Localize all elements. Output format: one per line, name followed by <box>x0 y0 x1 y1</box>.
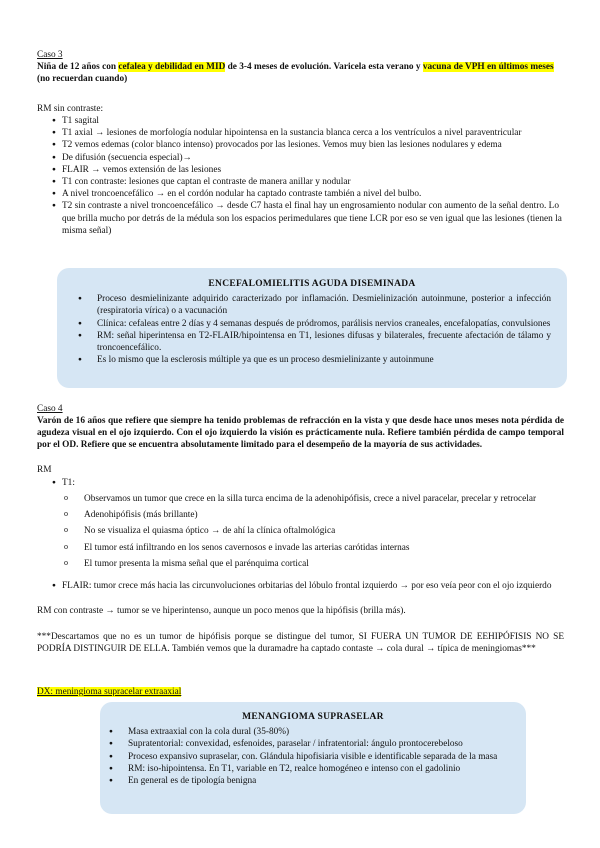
box1-title: ENCEFALOMIELITIS AGUDA DISEMINADA <box>208 279 416 289</box>
case4-t1-bullet <box>52 477 75 489</box>
list-item: ● Proceso desmielinizante adquirido caracterizado por inflamación. Desmielinización autoinmune, posterior a infección (respiratoria vírica) o a vacunación <box>75 293 551 317</box>
case4-note: ***Descartamos que no es un tumor de hipófisis porque se distingue del tumor, SI FUERA UN TUMOR DE EEHIPÓFISIS NO SE PODRÍA DISTINGUIR DE ELLA. También vemos que la duramadre ha captado contaste → cola dural → típica de meningiomas*** <box>37 632 564 655</box>
t1-label: ● T1: <box>52 477 75 489</box>
case4-title: Caso 4 <box>37 404 63 414</box>
list-item: ● T2 sin contraste a nivel troncoencefálico → desde C7 hasta el final hay un engrosamiento nodular con aumento de la señal dentro. Lo que brilla mucho por detrás de la médula son los espacios perimedulares que tiene LCR por eso se ven igual que las lesiones (tienen la misma señal) <box>52 200 565 237</box>
case3-intro-c: (no recuerdan cuando) <box>37 74 128 85</box>
box2-title: MENANGIOMA SUPRASELAR <box>242 712 384 722</box>
case4-diagnosis <box>37 686 181 698</box>
case4-t1-sublist <box>64 493 564 570</box>
list-item: ● Supratentorial: convexidad, esfenoides, paraselar / infratentorial: ángulo prontocerebeloso <box>106 738 512 750</box>
case3-intro-highlight-1: cefalea y debilidad en MID <box>118 62 226 72</box>
list-item: ● Clínica: cefaleas entre 2 días y 4 semanas después de pródromos, parálisis nervios craneales, encefalopatías, convulsiones <box>75 318 551 330</box>
case3-intro-b: de 3-4 meses de evolución. Varicela esta verano y <box>225 62 423 72</box>
case3-bullet-list <box>52 115 565 237</box>
list-item: ● RM: señal hiperintensa en T2-FLAIR/hipointensa en T1, lesiones difusas y bilaterales, frecuente afectación de tálamo y troncoencefálico. <box>75 330 551 354</box>
diagnosis-highlight: DX: meningioma supracelar extraaxial <box>37 687 182 697</box>
list-item: ● T1 sagital <box>52 115 565 127</box>
list-item: ● T1 con contraste: lesiones que captan el contraste de manera anillar y nodular <box>52 176 565 188</box>
list-item: o El tumor presenta la misma señal que el parénquima cortical <box>64 558 564 570</box>
encefalomielitis-summary-box <box>57 268 567 388</box>
box2-list <box>106 726 512 787</box>
list-item: ● En general es de tipología benigna <box>106 775 512 787</box>
case4-rm-label: RM <box>37 465 52 475</box>
list-item: ● Es lo mismo que la esclerosis múltiple ya que es un proceso desmielinizante y autoinmune <box>75 354 551 366</box>
case4-flair-bullet <box>52 580 564 592</box>
list-item: o Observamos un tumor que crece en la silla turca encima de la adenohipófisis, crece a nivel paracelar, precelar y retrocelar <box>64 493 564 505</box>
case4-contrast: RM con contraste → tumor se ve hiperintenso, aunque un poco menos que la hipófisis (brilla más). <box>37 606 406 616</box>
list-item: ● Masa extraaxial con la cola dural (35-80%) <box>106 726 512 738</box>
case3-title: Caso 3 <box>37 50 63 60</box>
list-item: ● FLAIR: tumor crece más hacia las circunvoluciones orbitarias del lóbulo frontal izquierdo → por eso veía peor con el ojo izquierdo <box>52 580 564 592</box>
list-item: ● T1 axial → lesiones de morfología nodular hipointensa en la sustancia blanca cerca a los ventrículos a nivel paraventricular <box>52 127 565 139</box>
list-item: ● A nivel troncoencefálico → en el cordón nodular ha captado contraste también a nivel del bulbo. <box>52 188 565 200</box>
list-item: ● T2 vemos edemas (color blanco intenso) provocados por las lesiones. Vemos muy bien las lesiones nodulares y edema <box>52 139 565 151</box>
list-item: ● RM: iso-hipointensa. En T1, variable en T2, realce homogéneo e intenso con el gadolinio <box>106 763 512 775</box>
list-item: ● De difusión (secuencia especial)→ <box>52 152 565 164</box>
list-item: ● FLAIR → vemos extensión de las lesiones <box>52 164 565 176</box>
list-item: o El tumor está infiltrando en los senos cavernosos e invade las arterias carótidas internas <box>64 542 564 554</box>
case3-intro <box>37 61 565 85</box>
list-item: o No se visualiza el quiasma óptico → de ahí la clínica oftalmológica <box>64 525 564 537</box>
case4-intro: Varón de 16 años que refiere que siempre ha tenido problemas de refracción en la vista y que desde hace unos meses nota pérdida de agudeza visual en el ojo izquierdo. Con el ojo izquierdo la visión es prácticamente nula. Refiere también pérdida de campo temporal por el OD. Refiere que se encuentra absolutamente limitado para el desempeño de la mayoría de sus actividades. <box>37 416 564 451</box>
case3-intro-a: Niña de 12 años con <box>37 62 119 72</box>
case3-rm-label: RM sin contraste: <box>37 104 104 114</box>
list-item: ● Proceso expansivo supraselar, con. Glándula hipofisiaria visible e identificable separada de la masa <box>106 751 512 763</box>
case3-intro-highlight-2: vacuna de VPH en últimos meses <box>422 62 554 72</box>
meningioma-summary-box <box>100 702 526 814</box>
box1-list <box>75 293 551 366</box>
list-item: o Adenohipófisis (más brillante) <box>64 509 564 521</box>
